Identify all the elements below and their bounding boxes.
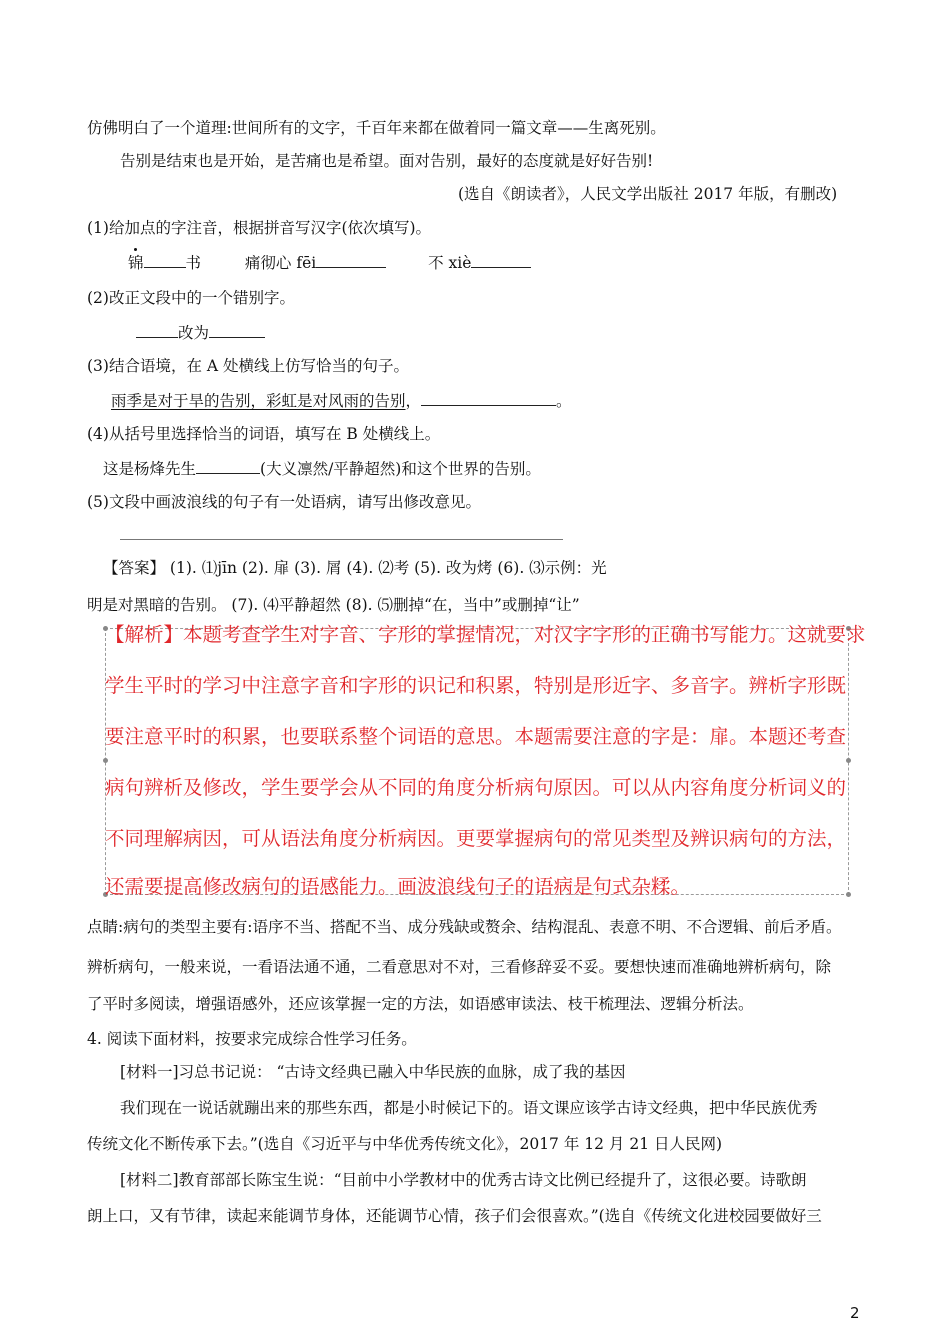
page-number: 2 [850, 1304, 860, 1322]
change-to-label: 改为 [178, 324, 210, 342]
answer-blank[interactable] [136, 321, 178, 338]
question-1-items [128, 251, 531, 274]
analysis-line-2: 学生平时的学习中注意字音和字形的识记和积累，特别是形近字、多音字。辨析字形既 [105, 674, 847, 697]
material-1-line-1: [材料一]习总书记说： “古诗文经典已融入中华民族的血脉，成了我的基因 [120, 1063, 626, 1081]
section-4-title: 4. 阅读下面材料，按要求完成综合性学习任务。 [87, 1030, 417, 1048]
material-2-line-1: [材料二]教育部部长陈宝生说：“目前中小学教材中的优秀古诗文比例已经提升了，这很必要。诗歌朗 [120, 1171, 807, 1189]
resize-handle[interactable] [103, 758, 108, 763]
question-2-answer [136, 321, 265, 344]
answer-blank[interactable] [144, 251, 186, 268]
question-2: (2)改正文段中的一个错别字。 [87, 289, 295, 307]
answer-line-1: 【答案】 (1). ⑴jīn (2). 扉 (3). 屑 (4). ⑵考 (5). 改为烤 (6). ⑶示例：光 [103, 559, 607, 577]
question-1: (1)给加点的字注音，根据拼音写汉字(依次填写)。 [87, 219, 432, 237]
answer-blank[interactable] [471, 251, 531, 268]
analysis-line-3: 要注意平时的积累，也要联系整个词语的意思。本题需要注意的字是：扉。本题还考查 [105, 725, 847, 748]
analysis-line-6: 还需要提高修改病句的语感能力。画波浪线句子的语病是句式杂糅。 [105, 875, 691, 898]
question-4-sentence: 这是杨烽先生 (大义凛然/平静超然)和这个世界的告别。 [103, 457, 541, 480]
dianjing-line-2: 辨析病句，一般来说，一看语法通不通，二看意思对不对，三看修辞妥不妥。要想快速而准确地辨析病句，除 [87, 958, 832, 976]
passage-source: (选自《朗读者》，人民文学出版社 2017 年版，有删改) [458, 185, 838, 203]
emphasis-dot [134, 248, 137, 251]
q1-item3: 不 xiè [428, 254, 472, 272]
analysis-line-4: 病句辨析及修改，学生要学会从不同的角度分析病句原因。可以从内容角度分析词义的 [105, 776, 847, 799]
dianjing-line-1: 点睛:病句的类型主要有:语序不当、搭配不当、成分残缺或赘余、结构混乱、表意不明、不合逻辑、前后矛盾。 [87, 918, 842, 936]
answer-blank[interactable] [421, 389, 556, 406]
question-3-example: 雨季是对于旱的告别，彩虹是对风雨的告别， 。 [111, 389, 572, 412]
passage-line-1: 仿佛明白了一个道理:世间所有的文字，千百年来都在做着同一篇文章——生离死别。 [87, 119, 666, 137]
analysis-line-5: 不同理解病因，可从语法角度分析病因。更要掌握病句的常见类型及辨识病句的方法， [105, 827, 847, 850]
question-4: (4)从括号里选择恰当的词语，填写在 B 处横线上。 [87, 425, 441, 443]
dianjing-line-3: 了平时多阅读，增强语感外，还应该掌握一定的方法，如语感审读法、枝干梳理法、逻辑分析法。 [87, 995, 754, 1013]
resize-handle[interactable] [846, 892, 851, 897]
answer-line-2: 明是对黑暗的告别。 (7). ⑷平静超然 (8). ⑸删掉“在，当中”或删掉“让” [87, 596, 580, 614]
q1-item1-rest: 书 [185, 254, 202, 272]
answer-blank[interactable] [196, 457, 260, 474]
passage-line-2: 告别是结束也是开始，是苦痛也是希望。面对告别，最好的态度就是好好告别! [120, 152, 654, 170]
answer-line[interactable] [120, 539, 563, 540]
material-1-line-2: 我们现在一说话就蹦出来的那些东西，都是小时候记下的。语文课应该学古诗文经典，把中华民族优秀 [120, 1099, 818, 1117]
analysis-line-1: 【解析】本题考查学生对字音、字形的掌握情况，对汉字字形的正确书写能力。这就要求 [105, 623, 866, 646]
answer-blank[interactable] [316, 251, 386, 268]
material-1-line-3: 传统文化不断传承下去。”(选自《习近平与中华优秀传统文化》，2017 年 12 月 21 日人民网) [87, 1135, 723, 1153]
question-5: (5)文段中画波浪线的句子有一处语病，请写出修改意见。 [87, 493, 481, 511]
resize-handle[interactable] [846, 758, 851, 763]
example-sentence: 雨季是对于旱的告别，彩虹是对风雨的告别 [111, 392, 406, 410]
material-2-line-2: 朗上口，又有节律，读起来能调节身体，还能调节心情，孩子们会很喜欢。”(选自《传统文化进校园要做好三 [87, 1207, 822, 1225]
question-3: (3)结合语境，在 A 处横线上仿写恰当的句子。 [87, 357, 410, 375]
analysis-textbox[interactable] [105, 628, 849, 895]
q1-item2: 痛彻心 fēi [244, 254, 317, 272]
answer-blank[interactable] [209, 321, 265, 338]
dotted-char: 锦 [128, 254, 144, 272]
